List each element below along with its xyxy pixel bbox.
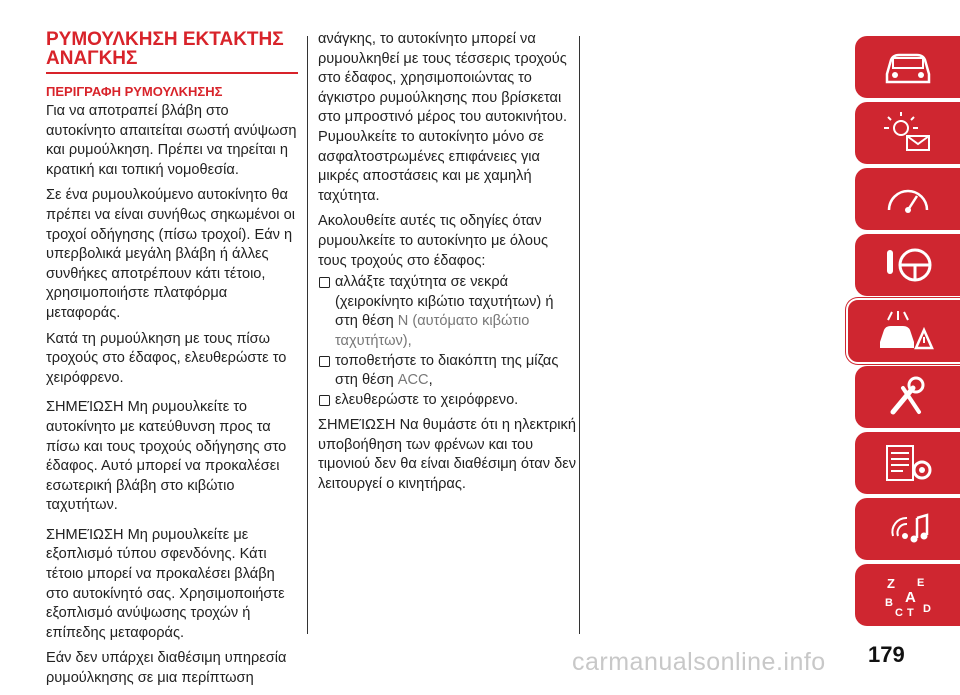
multimedia-icon (879, 506, 937, 552)
paragraph: Εάν δεν υπάρχει διαθέσιμη υπηρεσία ρυμούλκησης σε μια περίπτωση (46, 650, 287, 687)
breakdown-icon (876, 308, 934, 354)
note: ΣΗΜΕΊΩΣΗ Μη ρυμουλκείτε το αυτοκίνητο με κατεύθυνση προς τα πίσω και τους τροχούς οδήγησης στο έδαφος. Αυτό μπορεί να προκαλέσει εσωτερική βλάβη στο κιβώτιο ταχυτήτων. (46, 399, 287, 514)
paragraph: ανάγκης, το αυτοκίνητο μπορεί να ρυμουλκηθεί με τους τέσσερις τροχούς στο έδαφος, χρησιμοποιώντας το άγκιστρο ρυμούλκησης που βρίσκεται στο μπροστινό μέρος του αυτοκινήτου. Ρυμουλκείτε το αυτοκίνητο μόνο σε ασφαλτοστρωμένες επιφάνειες για μικρές αποστάσεις και με χαμηλή ταχύτητα. (318, 31, 567, 204)
title-rule (46, 72, 298, 74)
svg-text:T: T (906, 607, 914, 618)
checkbox-bullet-icon (319, 356, 330, 367)
tab-multimedia[interactable] (855, 498, 960, 560)
svg-text:Z: Z (886, 576, 895, 591)
dashboard-icon (879, 176, 937, 222)
warning-lights-icon (879, 110, 937, 156)
tab-warning-lights[interactable] (855, 102, 960, 164)
checkbox-bullet-icon (319, 277, 330, 288)
svg-text:E: E (916, 577, 924, 589)
index-letters-icon (879, 572, 937, 618)
checkbox-bullet-icon (319, 395, 330, 406)
svg-text:B: B (884, 597, 893, 609)
note: ΣΗΜΕΊΩΣΗ Να θυμάστε ότι η ηλεκτρική υποβοήθηση των φρένων και του τιμονιού δεν θα είναι διαθέσιμη όταν δεν λειτουργεί ο κινητήρας. (318, 417, 577, 493)
tab-specs[interactable] (855, 432, 960, 494)
note: ΣΗΜΕΊΩΣΗ Μη ρυμουλκείτε με εξοπλισμό τύπου σφενδόνης. Κάτι τέτοιο μπορεί να προκαλέσει βλάβη στο αυτοκίνητό σας. Χρησιμοποιήστε εξοπλισμό ανύψωσης τροχών ή επίπεδης μεταφοράς. (46, 526, 285, 641)
right-column (318, 30, 580, 501)
tab-car-front[interactable] (855, 36, 960, 98)
svg-text:C: C (894, 607, 903, 618)
tab-steering-wheel[interactable] (855, 234, 960, 296)
steering-wheel-icon (879, 242, 937, 288)
paragraph: Για να αποτραπεί βλάβη στο αυτοκίνητο απαιτείται σωστή ανύψωση και ρυμούλκηση. Πρέπει να τηρείται η κρατική και τοπική νομοθεσία. (46, 103, 297, 178)
list-item: ελευθερώστε το χειρόφρενο. (318, 391, 580, 411)
paragraph: Ακολουθείτε αυτές τις οδηγίες όταν ρυμουλκείτε το αυτοκίνητο με όλους τους τροχούς στο έδαφος: (318, 213, 548, 269)
section-title: ΡΥΜΟΥΛΚΗΣΗ ΕΚΤΑΚΤΗΣ ΑΝΑΓΚΗΣ (46, 29, 284, 69)
specs-gear-icon (879, 440, 937, 486)
watermark: carmanualsonline.info (572, 648, 826, 676)
list-item: αλλάξτε ταχύτητα σε νεκρά (χειροκίνητο κιβώτιο ταχυτήτων) ή στη θέση N (αυτόματο κιβώτιο ταχυτήτων), (318, 273, 580, 351)
paragraph: Κατά τη ρυμούλκηση με τους πίσω τροχούς στο έδαφος, ελευθερώστε το χειρόφρενο. (46, 330, 287, 386)
subheading: ΠΕΡΙΓΡΑΦΗ ΡΥΜΟΥΛΚΗΣΗΣ (46, 84, 223, 99)
tools-icon (879, 374, 937, 420)
svg-text:D: D (922, 603, 931, 615)
tab-tools[interactable] (855, 366, 960, 428)
svg-text:A: A (904, 589, 916, 606)
list-item: τοποθετήστε το διακόπτη της μίζας στη θέση ACC, (318, 352, 580, 391)
left-column (46, 30, 298, 695)
tab-breakdown[interactable] (846, 298, 960, 364)
column-divider (307, 36, 308, 634)
tab-dashboard[interactable] (855, 168, 960, 230)
paragraph: Σε ένα ρυμουλκούμενο αυτοκίνητο θα πρέπει να είναι συνήθως σηκωμένοι οι τροχοί οδήγησης (πίσω τροχοί). Εάν η υπερβολικά μεγάλη βλάβη ή άλλες συνθήκες αποτρέπουν κάτι τέτοιο, χρησιμοποιήστε πλατφόρμα μεταφοράς. (46, 187, 295, 321)
car-front-icon (879, 44, 937, 90)
page-number: 179 (868, 642, 905, 667)
tab-index[interactable] (855, 564, 960, 626)
